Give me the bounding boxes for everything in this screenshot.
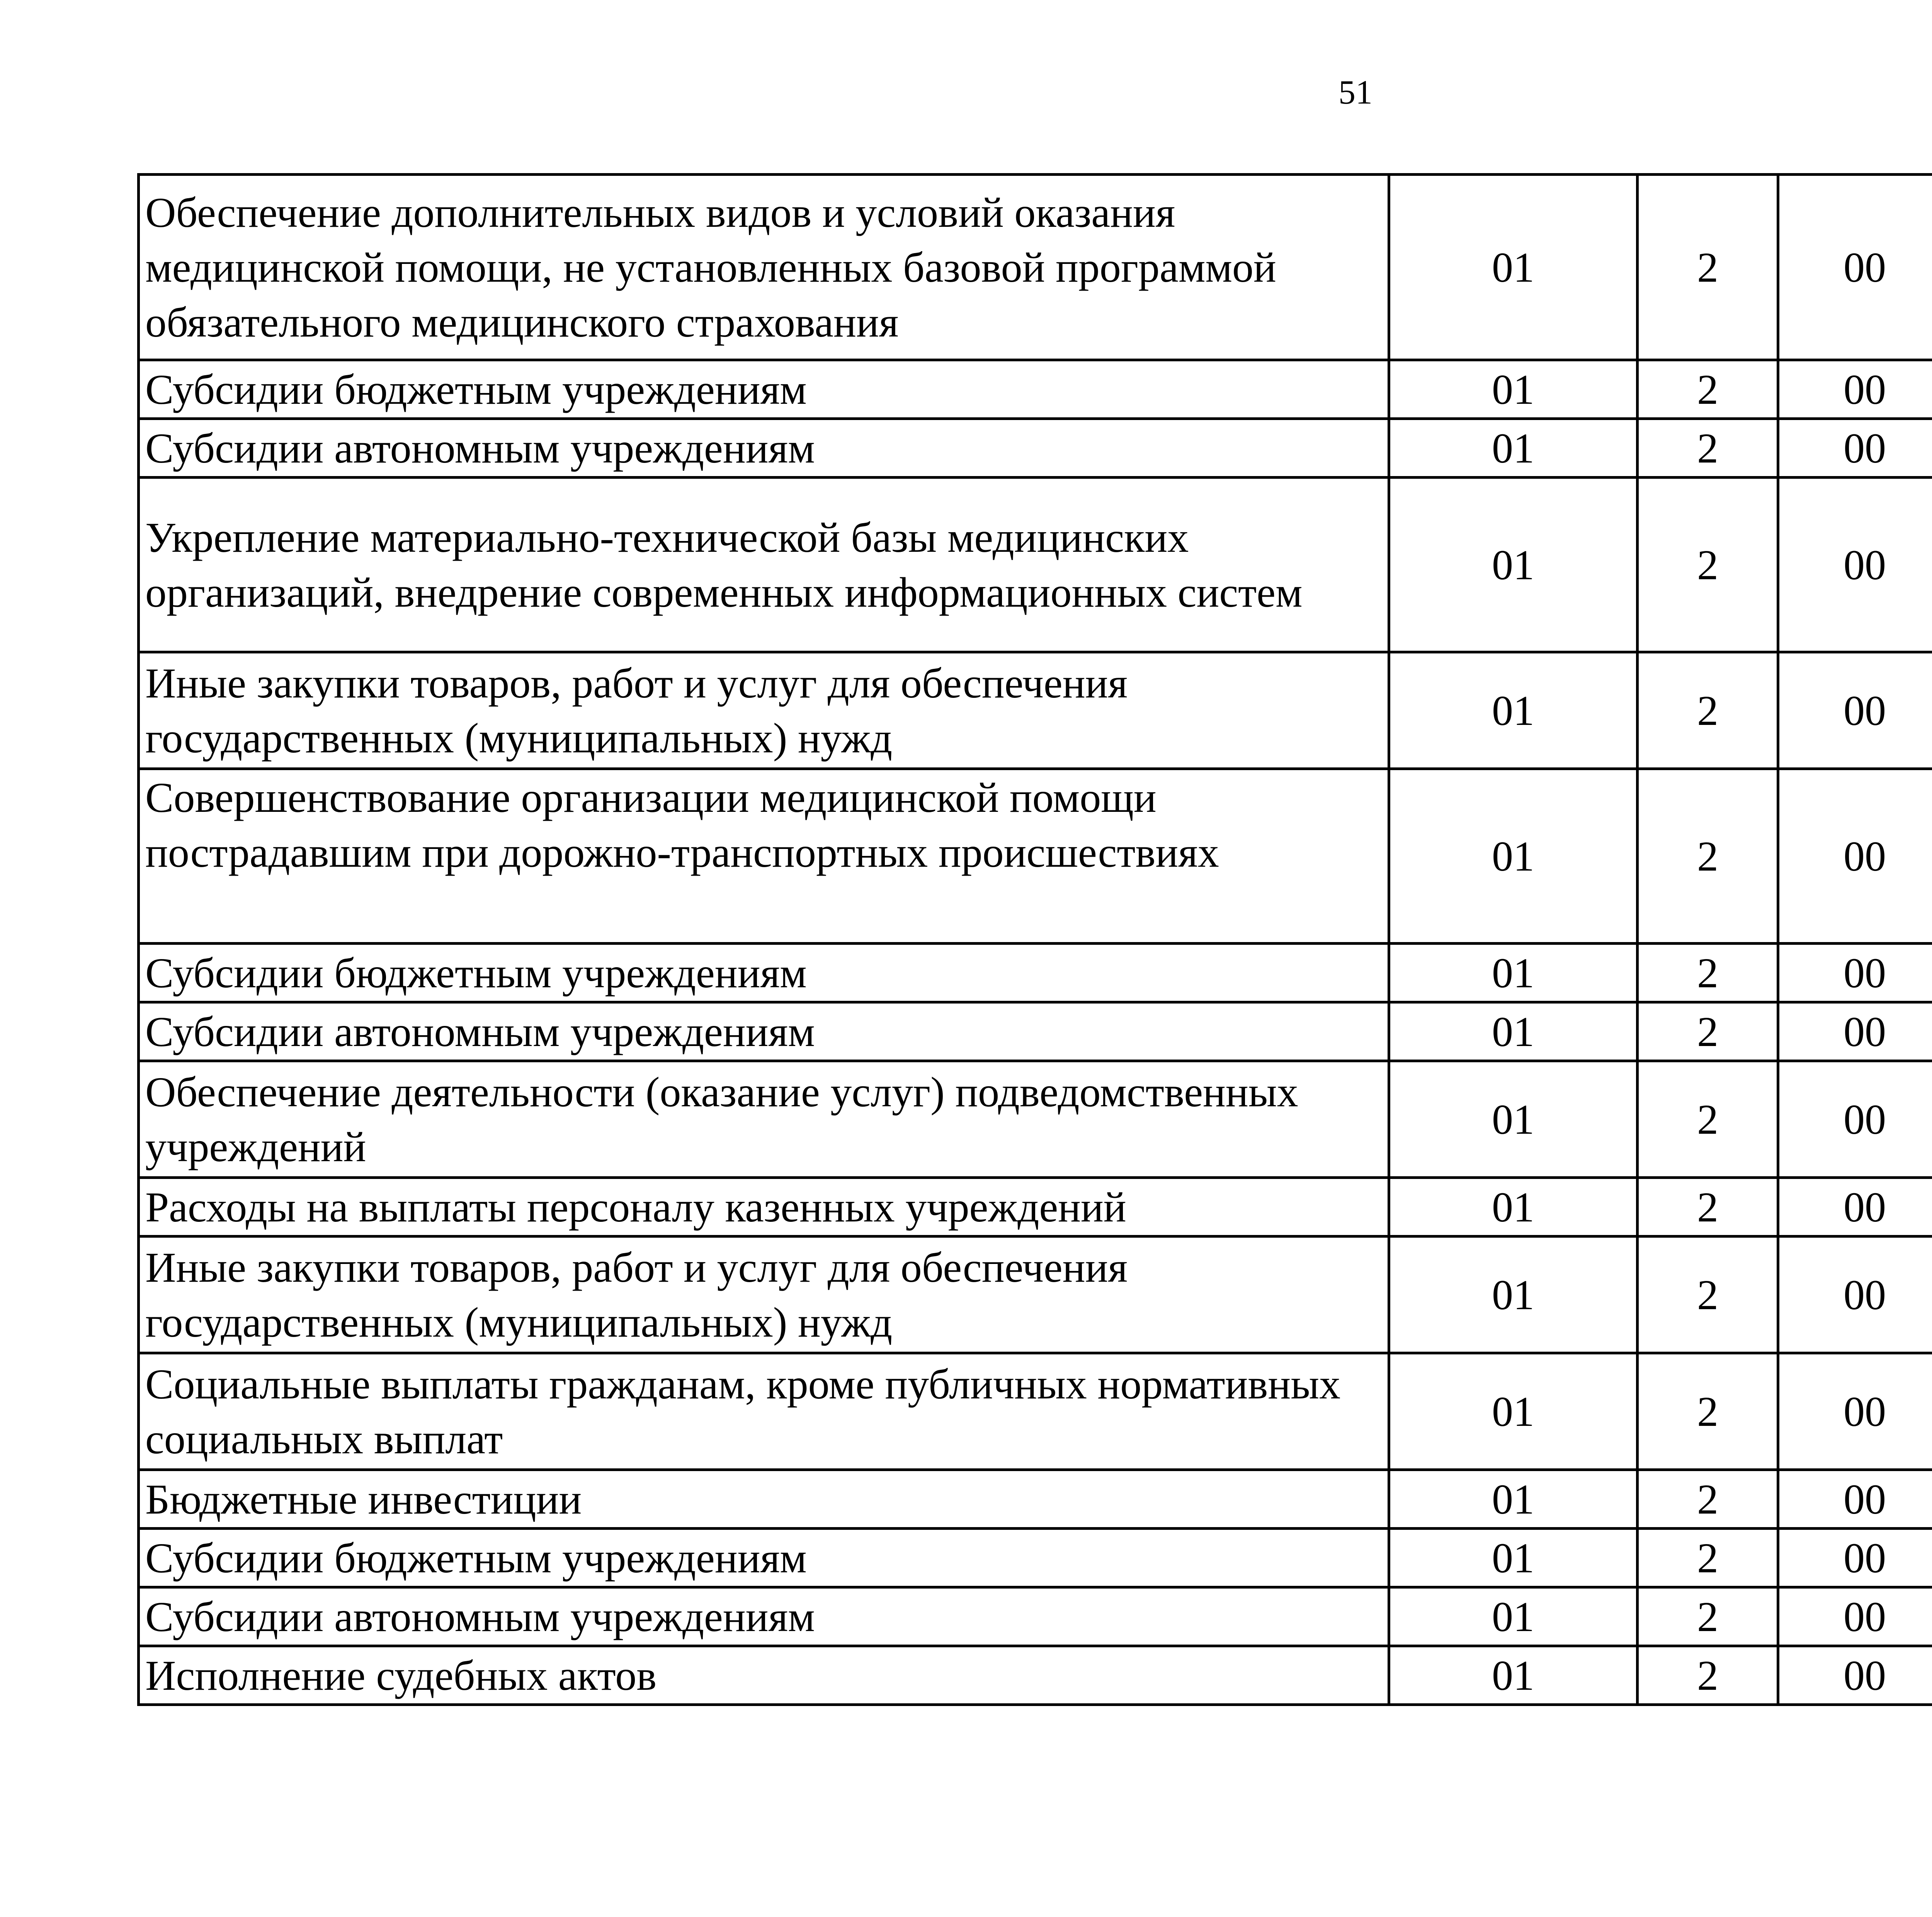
row-description: Обеспечение деятельности (оказание услуг) подведомственных учреждений	[139, 1061, 1389, 1178]
code-cell: 00	[1778, 1529, 1932, 1587]
code-cell: 2	[1638, 360, 1778, 419]
code-cell: 2	[1638, 419, 1778, 478]
code-cell: 01	[1389, 652, 1638, 769]
code-cell: 00	[1778, 360, 1932, 419]
code-cell: 01	[1389, 1646, 1638, 1705]
row-description: Иные закупки товаров, работ и услуг для обеспечения государственных (муниципальных) нужд	[139, 1237, 1389, 1353]
table-row	[139, 1178, 1932, 1237]
code-cell: 00	[1778, 175, 1932, 360]
table-row	[139, 478, 1932, 652]
code-cell: 01	[1389, 419, 1638, 478]
row-description: Иные закупки товаров, работ и услуг для обеспечения государственных (муниципальных) нужд	[139, 652, 1389, 769]
table-row	[139, 1002, 1932, 1061]
code-cell: 01	[1389, 175, 1638, 360]
code-cell: 01	[1389, 944, 1638, 1002]
code-cell: 2	[1638, 1353, 1778, 1470]
code-cell: 01	[1389, 1529, 1638, 1587]
code-cell: 00	[1778, 1002, 1932, 1061]
code-cell: 00	[1778, 478, 1932, 652]
table-row	[139, 769, 1932, 944]
code-cell: 2	[1638, 652, 1778, 769]
code-cell: 00	[1778, 1061, 1932, 1178]
code-cell: 00	[1778, 1178, 1932, 1237]
code-cell: 00	[1778, 944, 1932, 1002]
code-cell: 2	[1638, 1646, 1778, 1705]
page-number: 51	[1338, 74, 1372, 111]
code-cell: 01	[1389, 1002, 1638, 1061]
code-cell: 00	[1778, 419, 1932, 478]
code-cell: 01	[1389, 1587, 1638, 1646]
code-cell: 00	[1778, 652, 1932, 769]
row-description: Укрепление материально-технической базы медицинских организаций, внедрение современных информационных систем	[139, 478, 1389, 652]
code-cell: 01	[1389, 1061, 1638, 1178]
row-description: Субсидии автономным учреждениям	[139, 1587, 1389, 1646]
table-row	[139, 1587, 1932, 1646]
code-cell: 2	[1638, 1470, 1778, 1529]
table-row	[139, 1529, 1932, 1587]
code-cell: 01	[1389, 1470, 1638, 1529]
code-cell: 2	[1638, 175, 1778, 360]
code-cell: 00	[1778, 1470, 1932, 1529]
row-description: Социальные выплаты гражданам, кроме публичных нормативных социальных выплат	[139, 1353, 1389, 1470]
table-row	[139, 944, 1932, 1002]
code-cell: 2	[1638, 1587, 1778, 1646]
row-description: Бюджетные инвестиции	[139, 1470, 1389, 1529]
row-description: Исполнение судебных актов	[139, 1646, 1389, 1705]
row-description: Субсидии автономным учреждениям	[139, 419, 1389, 478]
code-cell: 01	[1389, 1237, 1638, 1353]
table-row	[139, 1470, 1932, 1529]
code-cell: 2	[1638, 478, 1778, 652]
code-cell: 01	[1389, 1178, 1638, 1237]
row-description: Расходы на выплаты персоналу казенных учреждений	[139, 1178, 1389, 1237]
row-description: Субсидии бюджетным учреждениям	[139, 1529, 1389, 1587]
code-cell: 2	[1638, 944, 1778, 1002]
row-description: Обеспечение дополнительных видов и условий оказания медицинской помощи, не установленных базовой программой обязательного медицинского страхования	[139, 175, 1389, 360]
row-description: Субсидии бюджетным учреждениям	[139, 360, 1389, 419]
code-cell: 2	[1638, 1002, 1778, 1061]
code-cell: 00	[1778, 769, 1932, 944]
table-row	[139, 652, 1932, 769]
code-cell: 01	[1389, 360, 1638, 419]
code-cell: 2	[1638, 1237, 1778, 1353]
row-description: Совершенствование организации медицинской помощи пострадавшим при дорожно-транспортных происшествиях	[139, 769, 1389, 944]
table-row	[139, 175, 1932, 360]
table-row	[139, 1646, 1932, 1705]
code-cell: 01	[1389, 478, 1638, 652]
code-cell: 00	[1778, 1237, 1932, 1353]
code-cell: 2	[1638, 1178, 1778, 1237]
row-description: Субсидии автономным учреждениям	[139, 1002, 1389, 1061]
code-cell: 01	[1389, 769, 1638, 944]
code-cell: 00	[1778, 1353, 1932, 1470]
code-cell: 01	[1389, 1353, 1638, 1470]
table-row	[139, 1353, 1932, 1470]
table-row	[139, 419, 1932, 478]
budget-table	[137, 173, 1932, 1706]
code-cell: 00	[1778, 1646, 1932, 1705]
code-cell: 00	[1778, 1587, 1932, 1646]
table-row	[139, 1237, 1932, 1353]
row-description: Субсидии бюджетным учреждениям	[139, 944, 1389, 1002]
table-row	[139, 360, 1932, 419]
code-cell: 2	[1638, 769, 1778, 944]
code-cell: 2	[1638, 1061, 1778, 1178]
code-cell: 2	[1638, 1529, 1778, 1587]
table-row	[139, 1061, 1932, 1178]
